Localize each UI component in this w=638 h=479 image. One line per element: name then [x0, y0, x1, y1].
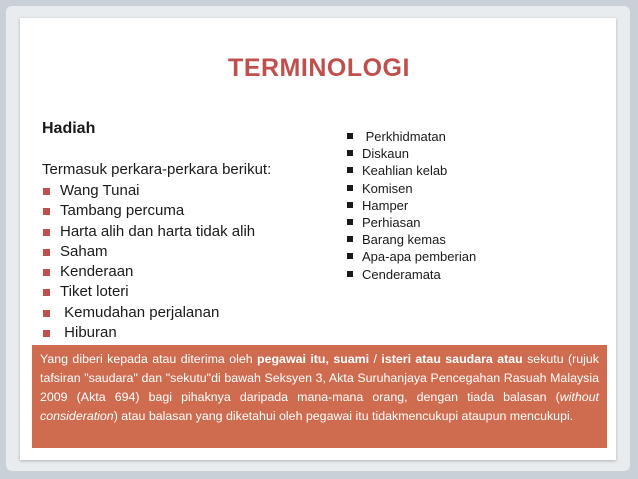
gift-list-left: [42, 181, 342, 343]
list-item: [42, 201, 342, 221]
square-bullet-icon: [347, 202, 353, 208]
square-bullet-icon: [347, 133, 353, 139]
square-bullet-icon: [347, 236, 353, 242]
square-bullet-icon: [43, 289, 50, 296]
square-bullet-icon: [347, 253, 353, 259]
list-item-label: Komisen: [362, 180, 413, 196]
right-column: [346, 128, 606, 283]
list-item-label: Kemudahan perjalanan: [60, 303, 220, 321]
list-item-label: Keahlian kelab: [362, 163, 448, 179]
list-item-label: Cenderamata: [362, 266, 441, 282]
list-item-label: Tiket loteri: [60, 283, 129, 301]
list-item: [346, 197, 606, 214]
definition-text: ) atau balasan yang diketahui oleh pegawai itu tidakmencukupi ataupun mencukupi.: [113, 409, 574, 423]
list-item: [42, 262, 342, 282]
square-bullet-icon: [347, 219, 353, 225]
list-item-label: Hamper: [362, 197, 409, 213]
list-item-label: Harta alih dan harta tidak alih: [60, 222, 256, 240]
list-item-label: Saham: [60, 242, 108, 260]
definition-text: Yang diberi kepada atau diterima oleh: [40, 352, 258, 366]
square-bullet-icon: [347, 185, 353, 191]
list-item-label: Apa-apa pemberian: [362, 249, 477, 265]
square-bullet-icon: [347, 150, 353, 156]
list-item: [42, 181, 342, 201]
list-item: [42, 323, 342, 343]
list-item: [346, 214, 606, 231]
list-item-label: Kenderaan: [60, 263, 134, 281]
list-item-label: Diskaun: [362, 146, 409, 162]
list-item-label: Tambang percuma: [60, 202, 185, 220]
list-item: [346, 145, 606, 162]
list-item: [42, 282, 342, 302]
square-bullet-icon: [43, 330, 50, 337]
square-bullet-icon: [43, 229, 50, 236]
intro-text: Termasuk perkara-perkara berikut:: [42, 161, 272, 178]
list-item: [346, 162, 606, 179]
list-item: [42, 222, 342, 242]
list-item: [346, 231, 606, 248]
list-item-label: Barang kemas: [362, 232, 446, 248]
square-bullet-icon: [43, 188, 50, 195]
list-item-label: Wang Tunai: [60, 182, 140, 199]
list-item: [42, 242, 342, 262]
definition-text: /: [369, 352, 382, 366]
list-item-label: Hiburan: [60, 324, 117, 342]
definition-text: sekutu (rujuk tafsiran "saudara" dan "sekutu"di bawah Seksyen 3, Akta Suruhanjaya Pencegahan Rasuah Malaysia 2009 (Akta 694) bagi pihaknya daripada mana-mana orang, dengan tiada balasan (: [40, 352, 600, 404]
list-item: [346, 248, 606, 265]
square-bullet-icon: [347, 271, 353, 277]
square-bullet-icon: [43, 269, 50, 276]
left-column: [42, 120, 342, 343]
list-item: [346, 128, 606, 145]
gift-list-right: [346, 128, 606, 283]
list-item: [346, 266, 606, 283]
list-item-label: Perhiasan: [362, 215, 421, 231]
definition-italic-text: without consideration: [40, 390, 599, 423]
square-bullet-icon: [43, 310, 50, 317]
definition-banner: [32, 345, 607, 448]
definition-bold-text: pegawai itu, suami: [257, 352, 370, 366]
list-item: [346, 180, 606, 197]
section-heading: Hadiah: [42, 120, 96, 137]
slide-title: TERMINOLOGI: [228, 54, 410, 82]
square-bullet-icon: [43, 249, 50, 256]
list-item-label: Perkhidmatan: [362, 129, 446, 144]
definition-bold-text: isteri atau saudara atau: [381, 352, 523, 366]
square-bullet-icon: [43, 208, 50, 215]
list-item: [42, 303, 342, 323]
square-bullet-icon: [347, 167, 353, 173]
